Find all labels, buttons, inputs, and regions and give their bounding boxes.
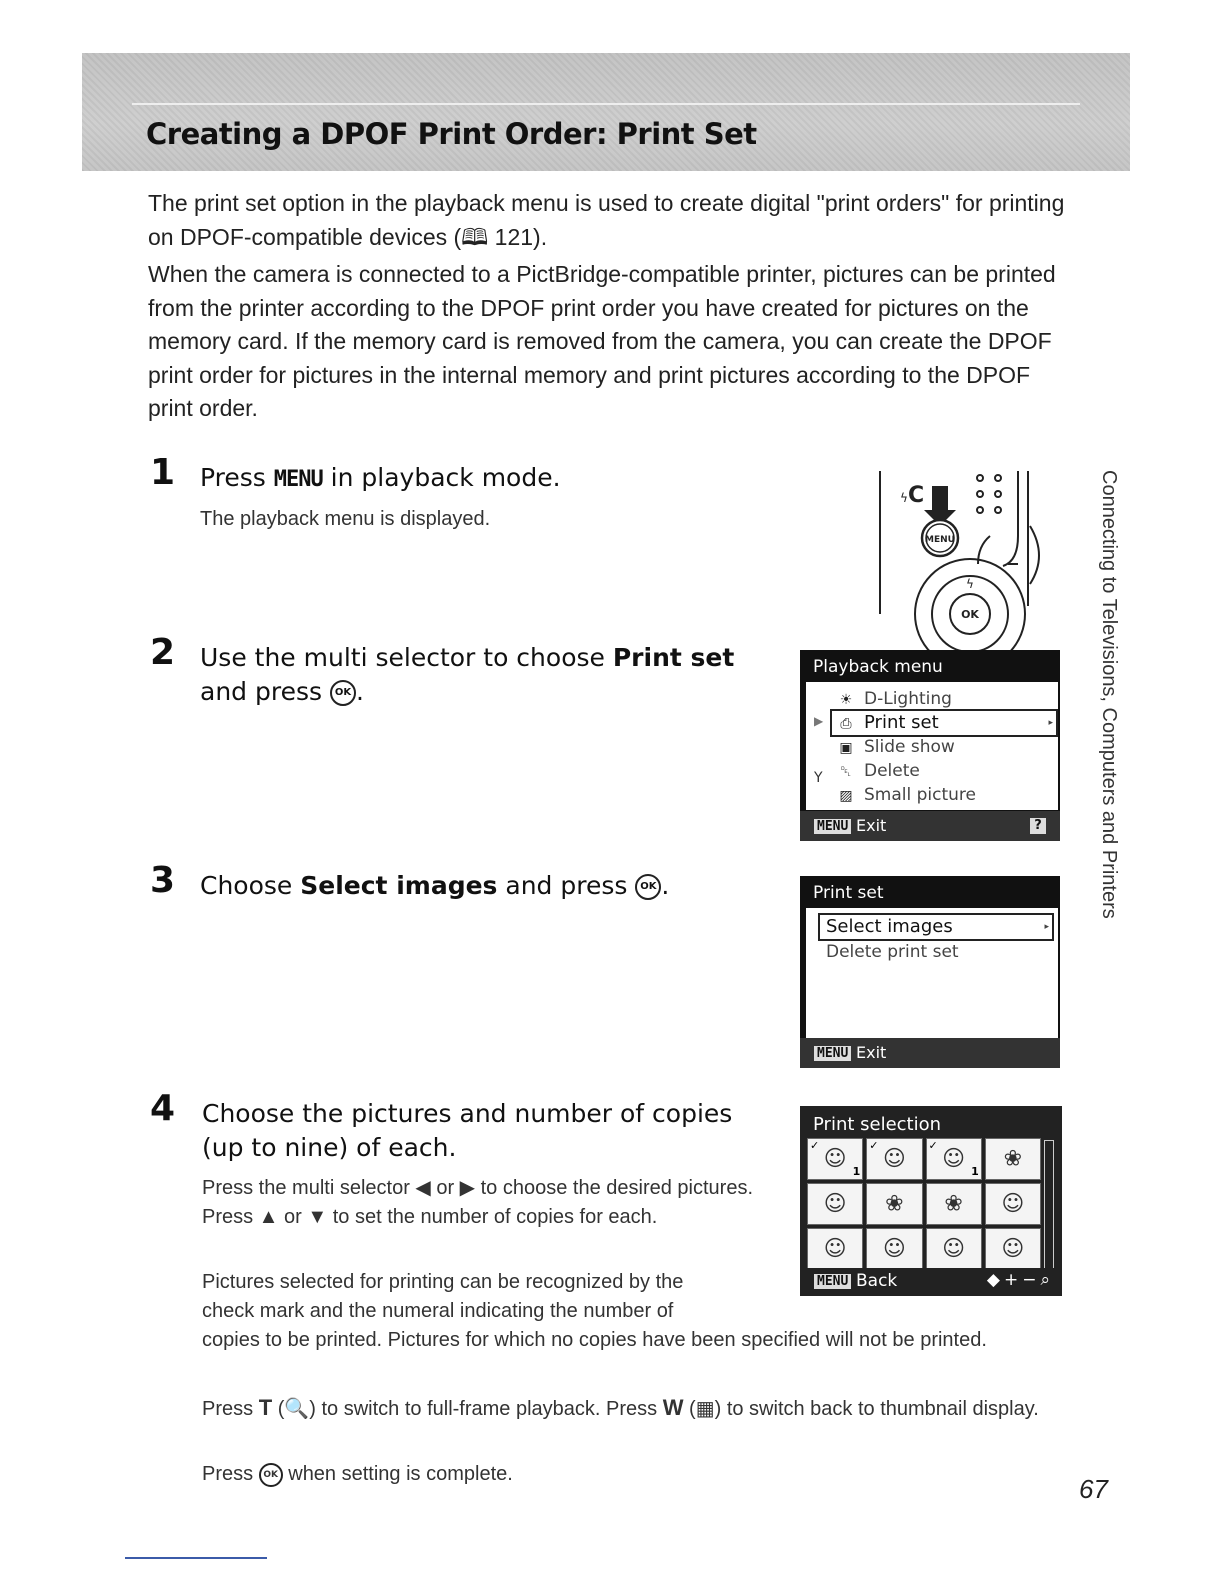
screen-footer	[800, 1268, 1062, 1296]
thumbnail-grid	[807, 1138, 1041, 1270]
slide-show-icon: ▣	[839, 740, 853, 756]
menu-panel	[806, 682, 1058, 810]
person-icon: ☺	[823, 1146, 847, 1172]
flower-icon: ❀	[944, 1191, 963, 1217]
option-select-images[interactable]: Select images ▸	[818, 913, 1054, 941]
thumbnail[interactable]: ✓ ☺ 1	[926, 1138, 982, 1180]
back-label[interactable]: Back	[856, 1271, 898, 1291]
exit-label[interactable]: Exit	[856, 816, 887, 835]
menu-badge: MENU	[814, 1046, 851, 1061]
person-icon: ☺	[882, 1236, 906, 1262]
person-icon: ☺	[1001, 1191, 1025, 1217]
menu-item-slide-show[interactable]: ▣ Slide show	[836, 735, 955, 759]
step-1-number: 1	[150, 452, 176, 493]
thumbnail[interactable]	[985, 1138, 1041, 1180]
step-4-number: 4	[150, 1088, 176, 1129]
intro-paragraph-1: The print set option in the playback menu is used to create digital "print orders" for printing on DPOF-compatible devices (🕮 121).	[148, 190, 1065, 250]
person-icon: ☺	[942, 1236, 966, 1262]
step-4-heading: Choose the pictures and number of copies (up to nine) of each.	[202, 1099, 733, 1162]
person-icon: ☺	[942, 1146, 966, 1172]
chevron-right-icon: ▸	[1044, 922, 1049, 932]
page-number: 67	[1079, 1474, 1108, 1504]
person-icon: ☺	[823, 1236, 847, 1262]
playback-menu-screen	[800, 650, 1060, 841]
small-picture-icon: ▨	[839, 788, 853, 804]
setup-tab-icon: Y	[814, 770, 823, 786]
bottom-rule	[125, 1557, 267, 1559]
print-set-icon: ⎙	[840, 716, 852, 732]
thumbnail[interactable]	[926, 1183, 982, 1225]
scrollbar[interactable]	[1044, 1140, 1054, 1270]
menu-item-small-picture[interactable]: ▨ Small picture	[836, 783, 976, 807]
camera-back-drawing	[878, 466, 1040, 621]
svg-text:ϟ: ϟ	[900, 491, 908, 505]
step-4-zoom-note: Press T (🔍) to switch to full-frame playback. Press W (▦) to switch back to thumbnail display.	[202, 1395, 1039, 1420]
menu-keyword: MENU	[273, 467, 323, 492]
step-1-subtext: The playback menu is displayed.	[200, 508, 491, 530]
step-1-heading: Press MENU in playback mode.	[200, 463, 561, 492]
banner-rule	[132, 103, 1080, 105]
trash-icon: ␡	[840, 764, 852, 780]
print-selection-screen	[800, 1106, 1062, 1296]
screen-title: Print selection	[813, 1114, 942, 1135]
print-set-panel	[806, 908, 1058, 1038]
step-3-number: 3	[150, 860, 176, 901]
screen-footer	[800, 811, 1060, 841]
menu-item-d-lighting[interactable]: ☀ D-Lighting	[836, 687, 952, 711]
thumbnail[interactable]	[807, 1228, 863, 1270]
step-4-note-line-1: Pictures selected for printing can be recognized by the	[202, 1271, 684, 1293]
camera-illustration	[878, 466, 1040, 621]
ok-icon: OK	[330, 680, 356, 706]
menu-button-label: MENU	[925, 535, 955, 545]
print-set-screen	[800, 876, 1060, 1068]
thumbnail[interactable]	[985, 1183, 1041, 1225]
step-4-note-line-2: check mark and the numeral indicating the number of	[202, 1300, 674, 1322]
screen-title: Print set	[813, 883, 884, 903]
menu-badge: MENU	[814, 819, 851, 834]
option-delete-print-set[interactable]: Delete print set	[826, 942, 959, 962]
playback-tab-icon: ▶	[814, 714, 824, 728]
menu-item-print-set[interactable]: ⎙ Print set ▸	[830, 709, 1058, 737]
flower-icon: ❀	[885, 1191, 904, 1217]
menu-item-delete[interactable]: ␡ Delete	[836, 759, 920, 783]
person-icon: ☺	[823, 1191, 847, 1217]
person-icon: ☺	[882, 1146, 906, 1172]
screen-footer	[800, 1038, 1060, 1068]
menu-badge: MENU	[814, 1274, 851, 1289]
step-2-heading: Use the multi selector to choose Print set and press OK .	[200, 643, 735, 706]
chevron-right-icon: ▸	[1048, 718, 1053, 728]
ok-icon: OK	[259, 1463, 283, 1487]
thumbnail[interactable]	[926, 1228, 982, 1270]
step-4-instructions: Press the multi selector ◀ or ▶ to choose the desired pictures. Press ▲ or ▼ to set the number of copies for each.	[202, 1177, 754, 1228]
d-lighting-icon: ☀	[839, 692, 853, 708]
ok-button-label: OK	[961, 608, 979, 621]
help-icon[interactable]: ?	[1030, 818, 1046, 834]
thumbnail[interactable]	[985, 1228, 1041, 1270]
ok-icon: OK	[635, 874, 661, 900]
step-4-note-line-3: copies to be printed. Pictures for which no copies have been specified will not be printed.	[202, 1329, 987, 1351]
flower-icon: ❀	[1003, 1146, 1023, 1172]
thumbnail[interactable]	[866, 1183, 922, 1225]
chapter-side-tab: Connecting to Televisions, Computers and Printers	[1098, 470, 1120, 919]
screen-title: Playback menu	[813, 657, 943, 677]
header-banner	[82, 53, 1130, 171]
thumbnail[interactable]	[807, 1183, 863, 1225]
step-4-complete-note: Press OK when setting is complete.	[202, 1463, 513, 1485]
page-title: Creating a DPOF Print Order: Print Set	[146, 117, 757, 151]
intro-paragraph-2: When the camera is connected to a PictBridge-compatible printer, pictures can be printed from the printer according to the DPOF print order you have created for pictures on the memory card. If the memory card is removed from the camera, you can create the DPOF print order for pictures in the internal memory and print pictures according to the DPOF print order.	[148, 261, 1056, 421]
svg-text:C: C	[908, 483, 925, 508]
thumbnail[interactable]: ✓ ☺	[866, 1138, 922, 1180]
step-3-heading: Choose Select images and press OK .	[200, 871, 670, 900]
exit-label[interactable]: Exit	[856, 1043, 887, 1062]
zoom-controls-icon: ◆+−⌕	[986, 1270, 1054, 1290]
thumbnail[interactable]: ✓ ☺ 1	[807, 1138, 863, 1180]
svg-text:ϟ: ϟ	[966, 577, 974, 591]
thumbnail[interactable]	[866, 1228, 922, 1270]
step-2-number: 2	[150, 632, 176, 673]
person-icon: ☺	[1001, 1236, 1025, 1262]
